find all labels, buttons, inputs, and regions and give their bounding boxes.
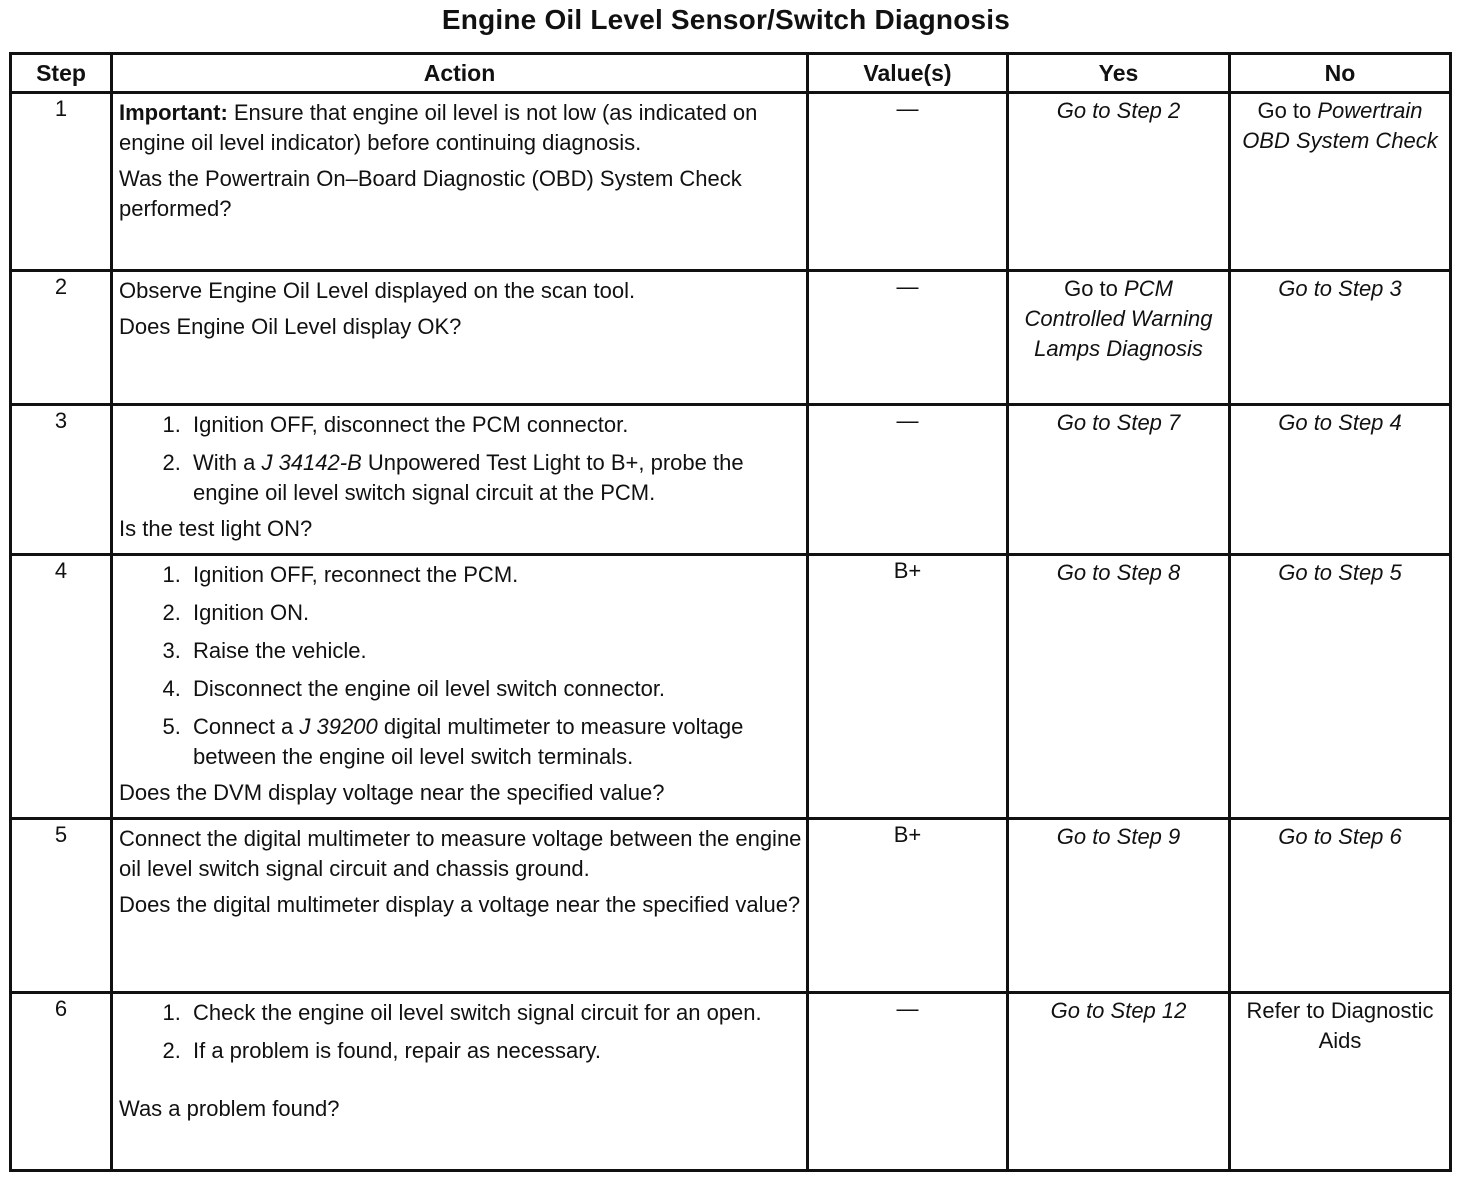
list-item: 1. Ignition OFF, reconnect the PCM. [187, 560, 802, 590]
yes-cell[interactable] [1008, 993, 1230, 1171]
table-row [11, 819, 1451, 993]
step-number: 4 [11, 555, 112, 819]
action-cell [112, 555, 808, 819]
no-link[interactable]: Go to Step 4 [1278, 410, 1402, 435]
step-number: 6 [11, 993, 112, 1171]
action-cell [112, 819, 808, 993]
yes-link[interactable]: Go to Step 12 [1050, 998, 1187, 1023]
procedure-list [119, 998, 802, 1066]
important-label: Important: [119, 100, 228, 125]
yes-cell[interactable] [1008, 819, 1230, 993]
list-item: 1. Ignition OFF, disconnect the PCM connector. [187, 410, 802, 440]
no-link[interactable]: Refer to Diagnostic Aids [1246, 998, 1434, 1053]
no-link[interactable]: Go to Step 3 [1278, 276, 1402, 301]
header-row [11, 54, 1451, 93]
yes-link[interactable]: PCM Controlled Warning Lamps Diagnosis [1024, 276, 1213, 361]
item-text: Connect a [193, 714, 300, 739]
no-cell[interactable] [1230, 555, 1451, 819]
page-title: Engine Oil Level Sensor/Switch Diagnosis [441, 4, 1011, 35]
action-cell [112, 405, 808, 555]
no-cell[interactable] [1230, 993, 1451, 1171]
value-cell: — [808, 271, 1008, 405]
no-cell[interactable] [1230, 93, 1451, 271]
value-cell: B+ [808, 819, 1008, 993]
list-item: 1. Check the engine oil level switch signal circuit for an open. [187, 998, 802, 1028]
list-item [187, 712, 802, 772]
step-number: 2 [11, 271, 112, 405]
action-cell [112, 271, 808, 405]
list-item: 2. If a problem is found, repair as necessary. [187, 1036, 802, 1066]
no-cell[interactable] [1230, 271, 1451, 405]
yes-link[interactable]: Go to Step 2 [1056, 98, 1181, 123]
yes-cell[interactable] [1008, 93, 1230, 271]
no-link[interactable]: Go to Step 6 [1278, 824, 1402, 849]
tool-name: J 39200 [299, 714, 378, 739]
important-note [119, 98, 802, 158]
step-question: Was the Powertrain On–Board Diagnostic (OBD) System Check performed? [119, 166, 742, 221]
yes-cell[interactable] [1008, 405, 1230, 555]
value-cell: — [808, 405, 1008, 555]
step-question: Is the test light ON? [119, 516, 313, 541]
important-text: Ensure that engine oil level is not low (as indicated on engine oil level indicator) before continuing diagnosis. [119, 100, 758, 155]
yes-cell[interactable] [1008, 555, 1230, 819]
step-number: 3 [11, 405, 112, 555]
value-cell: — [808, 93, 1008, 271]
yes-link[interactable]: Go to Step 8 [1056, 560, 1181, 585]
yes-link[interactable]: Go to Step 7 [1056, 410, 1181, 435]
list-item [187, 448, 802, 508]
step-question: Does Engine Oil Level display OK? [119, 314, 462, 339]
header-yes: Yes [1008, 54, 1230, 93]
no-prefix: Go to [1257, 98, 1318, 123]
header-step: Step [11, 54, 112, 93]
step-question: Was a problem found? [119, 1096, 340, 1121]
header-value: Value(s) [808, 54, 1008, 93]
header-action: Action [112, 54, 808, 93]
no-link[interactable]: Powertrain OBD System Check [1242, 98, 1438, 153]
list-item: 3. Raise the vehicle. [187, 636, 802, 666]
procedure-list [119, 560, 802, 772]
value-cell: — [808, 993, 1008, 1171]
yes-link[interactable]: Go to Step 9 [1056, 824, 1181, 849]
step-number: 5 [11, 819, 112, 993]
table-row [11, 405, 1451, 555]
value-cell: B+ [808, 555, 1008, 819]
yes-cell[interactable] [1008, 271, 1230, 405]
step-question: Does the digital multimeter display a voltage near the specified value? [119, 892, 801, 917]
step-instruction: Connect the digital multimeter to measure voltage between the engine oil level switch signal circuit and chassis ground. [119, 826, 802, 881]
no-cell[interactable] [1230, 405, 1451, 555]
step-number: 1 [11, 93, 112, 271]
table-row [11, 271, 1451, 405]
action-cell [112, 93, 808, 271]
table-row [11, 993, 1451, 1171]
step-instruction: Observe Engine Oil Level displayed on the scan tool. [119, 278, 636, 303]
table-row [11, 93, 1451, 271]
list-item: 2. Ignition ON. [187, 598, 802, 628]
action-cell [112, 993, 808, 1171]
table-row [11, 555, 1451, 819]
list-item: 4. Disconnect the engine oil level switch connector. [187, 674, 802, 704]
diagnosis-table [9, 52, 1452, 1172]
no-cell[interactable] [1230, 819, 1451, 993]
tool-name: J 34142-B [261, 450, 362, 475]
item-text: Unpowered Test Light to B+, probe the engine oil level switch signal circuit at the PCM. [193, 450, 744, 505]
header-no: No [1230, 54, 1451, 93]
procedure-list [119, 410, 802, 508]
yes-prefix: Go to [1064, 276, 1125, 301]
step-question: Does the DVM display voltage near the specified value? [119, 780, 665, 805]
item-text: With a [193, 450, 262, 475]
no-link[interactable]: Go to Step 5 [1278, 560, 1402, 585]
item-text: digital multimeter to measure voltage between the engine oil level switch terminals. [193, 714, 744, 769]
